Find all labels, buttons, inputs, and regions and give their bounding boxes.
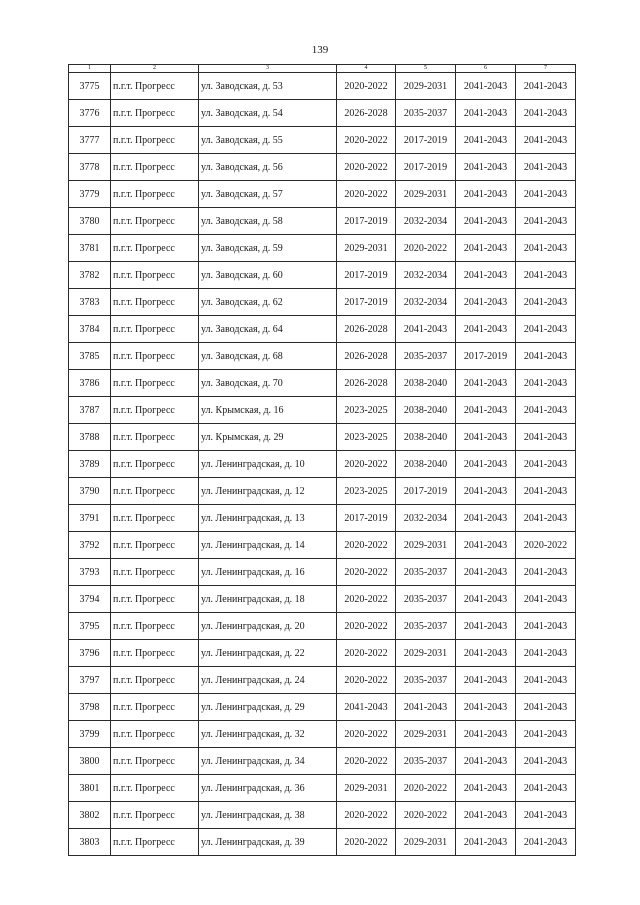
column-number: 2 — [111, 65, 199, 73]
row-number-cell: 3796 — [69, 640, 111, 667]
address-cell: ул. Крымская, д. 16 — [199, 397, 337, 424]
period-col4-cell: 2026-2028 — [337, 370, 396, 397]
table-row — [69, 721, 576, 748]
period-col5-cell: 2032-2034 — [396, 208, 456, 235]
period-col7-cell: 2041-2043 — [516, 667, 576, 694]
address-cell: ул. Ленинградская, д. 12 — [199, 478, 337, 505]
period-col7-cell: 2041-2043 — [516, 694, 576, 721]
row-number-cell: 3783 — [69, 289, 111, 316]
period-col5-cell: 2029-2031 — [396, 721, 456, 748]
locality-cell: п.г.т. Прогресс — [111, 100, 199, 127]
locality-cell: п.г.т. Прогресс — [111, 289, 199, 316]
period-col7-cell: 2041-2043 — [516, 100, 576, 127]
period-col7-cell: 2041-2043 — [516, 316, 576, 343]
period-col6-cell: 2041-2043 — [456, 775, 516, 802]
address-cell: ул. Заводская, д. 56 — [199, 154, 337, 181]
row-number-cell: 3777 — [69, 127, 111, 154]
row-number-cell: 3799 — [69, 721, 111, 748]
row-number-cell: 3803 — [69, 829, 111, 856]
period-col7-cell: 2041-2043 — [516, 154, 576, 181]
row-number-cell: 3794 — [69, 586, 111, 613]
period-col6-cell: 2041-2043 — [456, 532, 516, 559]
table-row — [69, 370, 576, 397]
period-col7-cell: 2041-2043 — [516, 208, 576, 235]
period-col6-cell: 2041-2043 — [456, 370, 516, 397]
row-number-cell: 3775 — [69, 73, 111, 100]
locality-cell: п.г.т. Прогресс — [111, 775, 199, 802]
table-row — [69, 316, 576, 343]
address-cell: ул. Ленинградская, д. 32 — [199, 721, 337, 748]
period-col4-cell: 2017-2019 — [337, 262, 396, 289]
period-col5-cell: 2020-2022 — [396, 775, 456, 802]
period-col7-cell: 2041-2043 — [516, 748, 576, 775]
period-col5-cell: 2029-2031 — [396, 640, 456, 667]
row-number-cell: 3782 — [69, 262, 111, 289]
address-cell: ул. Заводская, д. 60 — [199, 262, 337, 289]
period-col6-cell: 2041-2043 — [456, 613, 516, 640]
address-cell: ул. Ленинградская, д. 38 — [199, 802, 337, 829]
period-col5-cell: 2017-2019 — [396, 478, 456, 505]
period-col6-cell: 2041-2043 — [456, 397, 516, 424]
address-cell: ул. Заводская, д. 54 — [199, 100, 337, 127]
locality-cell: п.г.т. Прогресс — [111, 640, 199, 667]
row-number-cell: 3781 — [69, 235, 111, 262]
table-row — [69, 586, 576, 613]
period-col7-cell: 2041-2043 — [516, 613, 576, 640]
locality-cell: п.г.т. Прогресс — [111, 127, 199, 154]
table-row — [69, 397, 576, 424]
period-col7-cell: 2041-2043 — [516, 343, 576, 370]
locality-cell: п.г.т. Прогресс — [111, 748, 199, 775]
period-col7-cell: 2041-2043 — [516, 424, 576, 451]
row-number-cell: 3776 — [69, 100, 111, 127]
period-col7-cell: 2041-2043 — [516, 829, 576, 856]
table-row — [69, 289, 576, 316]
period-col7-cell: 2041-2043 — [516, 721, 576, 748]
period-col7-cell: 2041-2043 — [516, 775, 576, 802]
period-col5-cell: 2041-2043 — [396, 316, 456, 343]
period-col4-cell: 2029-2031 — [337, 775, 396, 802]
table-row — [69, 829, 576, 856]
period-col7-cell: 2041-2043 — [516, 505, 576, 532]
locality-cell: п.г.т. Прогресс — [111, 802, 199, 829]
table-row — [69, 451, 576, 478]
period-col5-cell: 2038-2040 — [396, 397, 456, 424]
period-col4-cell: 2020-2022 — [337, 721, 396, 748]
locality-cell: п.г.т. Прогресс — [111, 721, 199, 748]
period-col7-cell: 2041-2043 — [516, 640, 576, 667]
period-col4-cell: 2020-2022 — [337, 613, 396, 640]
row-number-cell: 3787 — [69, 397, 111, 424]
table-row — [69, 343, 576, 370]
period-col4-cell: 2020-2022 — [337, 802, 396, 829]
period-col7-cell: 2041-2043 — [516, 451, 576, 478]
period-col6-cell: 2041-2043 — [456, 316, 516, 343]
period-col5-cell: 2017-2019 — [396, 154, 456, 181]
locality-cell: п.г.т. Прогресс — [111, 154, 199, 181]
locality-cell: п.г.т. Прогресс — [111, 559, 199, 586]
table-row — [69, 154, 576, 181]
row-number-cell: 3785 — [69, 343, 111, 370]
address-cell: ул. Заводская, д. 58 — [199, 208, 337, 235]
period-col4-cell: 2020-2022 — [337, 640, 396, 667]
period-col4-cell: 2026-2028 — [337, 100, 396, 127]
table-row — [69, 478, 576, 505]
table-row — [69, 532, 576, 559]
table-row — [69, 748, 576, 775]
period-col4-cell: 2020-2022 — [337, 532, 396, 559]
period-col5-cell: 2038-2040 — [396, 370, 456, 397]
period-col6-cell: 2041-2043 — [456, 424, 516, 451]
locality-cell: п.г.т. Прогресс — [111, 829, 199, 856]
address-cell: ул. Заводская, д. 62 — [199, 289, 337, 316]
locality-cell: п.г.т. Прогресс — [111, 397, 199, 424]
period-col7-cell: 2041-2043 — [516, 181, 576, 208]
period-col5-cell: 2035-2037 — [396, 613, 456, 640]
period-col5-cell: 2032-2034 — [396, 505, 456, 532]
register-table — [68, 64, 576, 856]
column-number: 5 — [396, 65, 456, 73]
row-number-cell: 3790 — [69, 478, 111, 505]
period-col6-cell: 2041-2043 — [456, 586, 516, 613]
register-body — [69, 65, 576, 856]
period-col6-cell: 2041-2043 — [456, 154, 516, 181]
period-col4-cell: 2017-2019 — [337, 505, 396, 532]
row-number-cell: 3788 — [69, 424, 111, 451]
period-col7-cell: 2041-2043 — [516, 370, 576, 397]
table-row — [69, 235, 576, 262]
period-col5-cell: 2017-2019 — [396, 127, 456, 154]
locality-cell: п.г.т. Прогресс — [111, 181, 199, 208]
period-col7-cell: 2041-2043 — [516, 235, 576, 262]
table-row — [69, 424, 576, 451]
period-col4-cell: 2020-2022 — [337, 451, 396, 478]
locality-cell: п.г.т. Прогресс — [111, 694, 199, 721]
period-col7-cell: 2041-2043 — [516, 397, 576, 424]
table-row — [69, 262, 576, 289]
period-col5-cell: 2020-2022 — [396, 802, 456, 829]
period-col6-cell: 2041-2043 — [456, 640, 516, 667]
period-col6-cell: 2041-2043 — [456, 262, 516, 289]
row-number-cell: 3779 — [69, 181, 111, 208]
column-number: 4 — [337, 65, 396, 73]
locality-cell: п.г.т. Прогресс — [111, 316, 199, 343]
period-col7-cell: 2041-2043 — [516, 289, 576, 316]
table-row — [69, 640, 576, 667]
period-col7-cell: 2041-2043 — [516, 802, 576, 829]
locality-cell: п.г.т. Прогресс — [111, 667, 199, 694]
row-number-cell: 3797 — [69, 667, 111, 694]
period-col5-cell: 2038-2040 — [396, 451, 456, 478]
address-cell: ул. Ленинградская, д. 22 — [199, 640, 337, 667]
period-col4-cell: 2020-2022 — [337, 559, 396, 586]
period-col4-cell: 2020-2022 — [337, 748, 396, 775]
row-number-cell: 3795 — [69, 613, 111, 640]
address-cell: ул. Ленинградская, д. 14 — [199, 532, 337, 559]
table-row — [69, 505, 576, 532]
locality-cell: п.г.т. Прогресс — [111, 505, 199, 532]
period-col6-cell: 2041-2043 — [456, 667, 516, 694]
locality-cell: п.г.т. Прогресс — [111, 370, 199, 397]
page-number: 139 — [311, 44, 329, 56]
address-cell: ул. Ленинградская, д. 36 — [199, 775, 337, 802]
table-row — [69, 127, 576, 154]
row-number-cell: 3786 — [69, 370, 111, 397]
period-col5-cell: 2032-2034 — [396, 262, 456, 289]
address-cell: ул. Заводская, д. 53 — [199, 73, 337, 100]
address-cell: ул. Заводская, д. 64 — [199, 316, 337, 343]
period-col5-cell: 2035-2037 — [396, 559, 456, 586]
period-col7-cell: 2041-2043 — [516, 586, 576, 613]
table-row — [69, 559, 576, 586]
period-col6-cell: 2017-2019 — [456, 343, 516, 370]
period-col4-cell: 2020-2022 — [337, 181, 396, 208]
address-cell: ул. Заводская, д. 70 — [199, 370, 337, 397]
period-col6-cell: 2041-2043 — [456, 478, 516, 505]
locality-cell: п.г.т. Прогресс — [111, 73, 199, 100]
period-col5-cell: 2035-2037 — [396, 586, 456, 613]
period-col4-cell: 2023-2025 — [337, 397, 396, 424]
table-row — [69, 802, 576, 829]
period-col7-cell: 2041-2043 — [516, 559, 576, 586]
period-col4-cell: 2020-2022 — [337, 154, 396, 181]
period-col6-cell: 2041-2043 — [456, 181, 516, 208]
row-number-cell: 3791 — [69, 505, 111, 532]
period-col5-cell: 2020-2022 — [396, 235, 456, 262]
address-cell: ул. Ленинградская, д. 24 — [199, 667, 337, 694]
period-col4-cell: 2026-2028 — [337, 316, 396, 343]
period-col4-cell: 2020-2022 — [337, 127, 396, 154]
period-col5-cell: 2035-2037 — [396, 748, 456, 775]
address-cell: ул. Заводская, д. 55 — [199, 127, 337, 154]
locality-cell: п.г.т. Прогресс — [111, 262, 199, 289]
table-row — [69, 667, 576, 694]
address-cell: ул. Заводская, д. 59 — [199, 235, 337, 262]
period-col6-cell: 2041-2043 — [456, 127, 516, 154]
column-number-row — [69, 65, 576, 73]
period-col7-cell: 2041-2043 — [516, 262, 576, 289]
period-col6-cell: 2041-2043 — [456, 100, 516, 127]
period-col6-cell: 2041-2043 — [456, 559, 516, 586]
period-col5-cell: 2035-2037 — [396, 343, 456, 370]
address-cell: ул. Заводская, д. 57 — [199, 181, 337, 208]
period-col4-cell: 2023-2025 — [337, 424, 396, 451]
row-number-cell: 3798 — [69, 694, 111, 721]
table-row — [69, 208, 576, 235]
period-col7-cell: 2041-2043 — [516, 127, 576, 154]
address-cell: ул. Ленинградская, д. 20 — [199, 613, 337, 640]
period-col6-cell: 2041-2043 — [456, 748, 516, 775]
period-col5-cell: 2041-2043 — [396, 694, 456, 721]
locality-cell: п.г.т. Прогресс — [111, 478, 199, 505]
locality-cell: п.г.т. Прогресс — [111, 613, 199, 640]
address-cell: ул. Ленинградская, д. 18 — [199, 586, 337, 613]
period-col7-cell: 2020-2022 — [516, 532, 576, 559]
locality-cell: п.г.т. Прогресс — [111, 235, 199, 262]
period-col6-cell: 2041-2043 — [456, 829, 516, 856]
period-col6-cell: 2041-2043 — [456, 289, 516, 316]
address-cell: ул. Ленинградская, д. 39 — [199, 829, 337, 856]
period-col6-cell: 2041-2043 — [456, 235, 516, 262]
row-number-cell: 3784 — [69, 316, 111, 343]
address-cell: ул. Ленинградская, д. 13 — [199, 505, 337, 532]
period-col6-cell: 2041-2043 — [456, 802, 516, 829]
row-number-cell: 3800 — [69, 748, 111, 775]
period-col4-cell: 2017-2019 — [337, 289, 396, 316]
column-number: 7 — [516, 65, 576, 73]
address-cell: ул. Заводская, д. 68 — [199, 343, 337, 370]
period-col6-cell: 2041-2043 — [456, 208, 516, 235]
table-row — [69, 694, 576, 721]
row-number-cell: 3780 — [69, 208, 111, 235]
period-col5-cell: 2035-2037 — [396, 100, 456, 127]
address-cell: ул. Ленинградская, д. 29 — [199, 694, 337, 721]
period-col6-cell: 2041-2043 — [456, 505, 516, 532]
table-row — [69, 100, 576, 127]
row-number-cell: 3801 — [69, 775, 111, 802]
locality-cell: п.г.т. Прогресс — [111, 424, 199, 451]
locality-cell: п.г.т. Прогресс — [111, 343, 199, 370]
table-row — [69, 775, 576, 802]
address-cell: ул. Ленинградская, д. 10 — [199, 451, 337, 478]
period-col5-cell: 2029-2031 — [396, 73, 456, 100]
table-row — [69, 181, 576, 208]
column-number: 1 — [69, 65, 111, 73]
period-col4-cell: 2026-2028 — [337, 343, 396, 370]
period-col6-cell: 2041-2043 — [456, 73, 516, 100]
locality-cell: п.г.т. Прогресс — [111, 451, 199, 478]
period-col6-cell: 2041-2043 — [456, 694, 516, 721]
column-number: 3 — [199, 65, 337, 73]
period-col6-cell: 2041-2043 — [456, 721, 516, 748]
row-number-cell: 3792 — [69, 532, 111, 559]
period-col5-cell: 2029-2031 — [396, 181, 456, 208]
period-col6-cell: 2041-2043 — [456, 451, 516, 478]
locality-cell: п.г.т. Прогресс — [111, 208, 199, 235]
table-row — [69, 613, 576, 640]
row-number-cell: 3802 — [69, 802, 111, 829]
period-col4-cell: 2029-2031 — [337, 235, 396, 262]
period-col5-cell: 2029-2031 — [396, 532, 456, 559]
period-col4-cell: 2020-2022 — [337, 586, 396, 613]
period-col4-cell: 2023-2025 — [337, 478, 396, 505]
row-number-cell: 3793 — [69, 559, 111, 586]
address-cell: ул. Крымская, д. 29 — [199, 424, 337, 451]
period-col4-cell: 2017-2019 — [337, 208, 396, 235]
locality-cell: п.г.т. Прогресс — [111, 532, 199, 559]
row-number-cell: 3778 — [69, 154, 111, 181]
period-col5-cell: 2029-2031 — [396, 829, 456, 856]
column-number: 6 — [456, 65, 516, 73]
period-col4-cell: 2020-2022 — [337, 73, 396, 100]
address-cell: ул. Ленинградская, д. 34 — [199, 748, 337, 775]
locality-cell: п.г.т. Прогресс — [111, 586, 199, 613]
period-col4-cell: 2020-2022 — [337, 829, 396, 856]
period-col4-cell: 2041-2043 — [337, 694, 396, 721]
period-col5-cell: 2038-2040 — [396, 424, 456, 451]
table-row — [69, 73, 576, 100]
period-col4-cell: 2020-2022 — [337, 667, 396, 694]
period-col7-cell: 2041-2043 — [516, 478, 576, 505]
address-cell: ул. Ленинградская, д. 16 — [199, 559, 337, 586]
period-col5-cell: 2035-2037 — [396, 667, 456, 694]
period-col7-cell: 2041-2043 — [516, 73, 576, 100]
period-col5-cell: 2032-2034 — [396, 289, 456, 316]
row-number-cell: 3789 — [69, 451, 111, 478]
